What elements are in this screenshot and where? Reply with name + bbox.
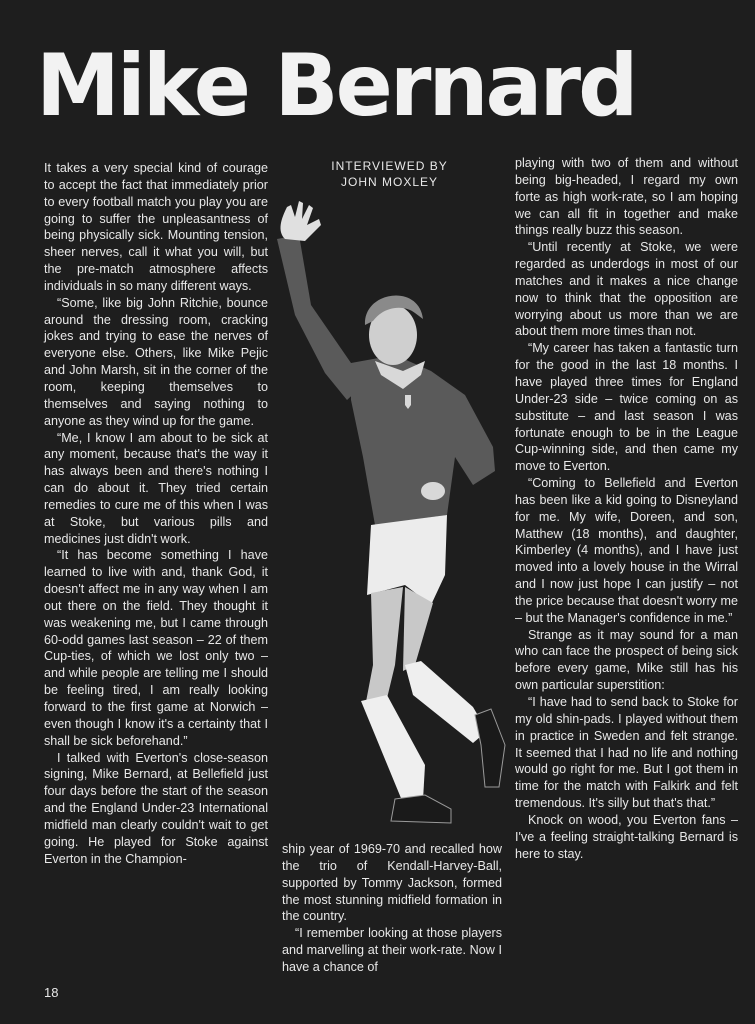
paragraph: playing with two of them and without being big-headed, I regard my own forte as high work-rate, so I am hoping we can all fit in together and make things really buzz this season.	[515, 156, 738, 238]
article-column-3	[515, 155, 738, 862]
paragraph: “Coming to Bellefield and Everton has been like a kid going to Disneyland for me. My wife, Doreen, and son, Matthew (18 months), and daughter, Kimberley (4 months), and I have just moved into a lovely house in the Wirral and I now just hope I can justify – not the price because that doesn't worry me – but the Manager's confidence in me.”	[515, 476, 738, 625]
article-column-1	[44, 160, 268, 867]
page-title: Mike Bernard	[36, 36, 636, 136]
paragraph: “I remember looking at those players and marvelling at their work-rate. Now I have a chance of	[282, 926, 502, 974]
byline	[322, 158, 457, 190]
paragraph: “Some, like big John Ritchie, bounce around the dressing room, cracking jokes and trying to ease the nerves of everyone else. Others, like Mike Pejic and John Marsh, sit in the corner of the room, keeping themselves to themselves and saying nothing to anyone as they wind up for the game.	[44, 295, 268, 428]
paragraph: Strange as it may sound for a man who can face the prospect of being sick before every game, Mike still has his own particular superstition:	[515, 627, 738, 693]
right-boot	[475, 709, 505, 787]
byline-label: INTERVIEWED BY	[331, 159, 448, 173]
paragraph: It takes a very special kind of courage to accept the fact that immediately prior to every football match you play you are going to suffer the unpleasantness of being physically sick. Mounting tension, sheer nerves, call it what you will, but the pre-match atmosphere affects individuals in so many different ways.	[44, 161, 268, 293]
article-column-2	[282, 841, 502, 976]
paragraph: “Until recently at Stoke, we were regarded as underdogs in most of our matches and it makes a nice change now to think that the opposition are worrying about us more than we are about them more times than not.	[515, 240, 738, 339]
byline-author: JOHN MOXLEY	[340, 175, 438, 189]
paragraph: “It has become something I have learned to live with and, thank God, it doesn't affect me in any way when I am out there on the field. They thought it was weakening me, but I came through 60-odd games last season – 22 of them Cup-ties, of which we lost only two – and while people are telling me I should be feeling tired, I am really looking forward to the first game at Norwich – even though I know it's a certainty that I shall be sick beforehand.”	[44, 548, 268, 748]
paragraph: ship year of 1969-70 and recalled how the trio of Kendall-Harvey-Ball, supported by Tommy Jackson, formed the most stunning midfield formation in the country.	[282, 842, 502, 924]
right-sock	[405, 661, 487, 743]
paragraph: “I have had to send back to Stoke for my old shin-pads. I played without them in practice in Sweden and felt strange. It seemed that I had no life and nothing would go right for me. But I got them in time for the match with Falkirk and felt tremendous. It's silly but that's that.”	[515, 695, 738, 811]
paragraph: “Me, I know I am about to be sick at any moment, because that's the way it has always been and there's nothing I can do about it. They tried certain remedies to cure me of this when I was at Stoke, but various pills and medicines just didn't work.	[44, 430, 268, 546]
paragraph: “My career has taken a fantastic turn for the good in the last 18 months. I have played three times for England Under-23 side – twice coming on as substitute – and last season I was fortunate enough to be in the League Cup-winning side, and then came my move to Everton.	[515, 341, 738, 474]
raised-hand	[281, 201, 321, 241]
left-boot	[391, 795, 451, 823]
page-number: 18	[44, 985, 59, 1000]
player-photo	[255, 195, 530, 835]
paragraph: Knock on wood, you Everton fans – I've a feeling straight-talking Bernard is here to stay.	[515, 812, 738, 861]
raised-arm	[277, 235, 363, 400]
paragraph: I talked with Everton's close-season signing, Mike Bernard, at Bellefield just four days before the start of the season and the England Under-23 International midfield man clearly couldn't wait to get going. He played for Stoke against Everton in the Champion-	[44, 750, 268, 866]
hip-hand	[421, 482, 445, 500]
shirt	[351, 355, 495, 525]
left-sock	[361, 695, 425, 803]
